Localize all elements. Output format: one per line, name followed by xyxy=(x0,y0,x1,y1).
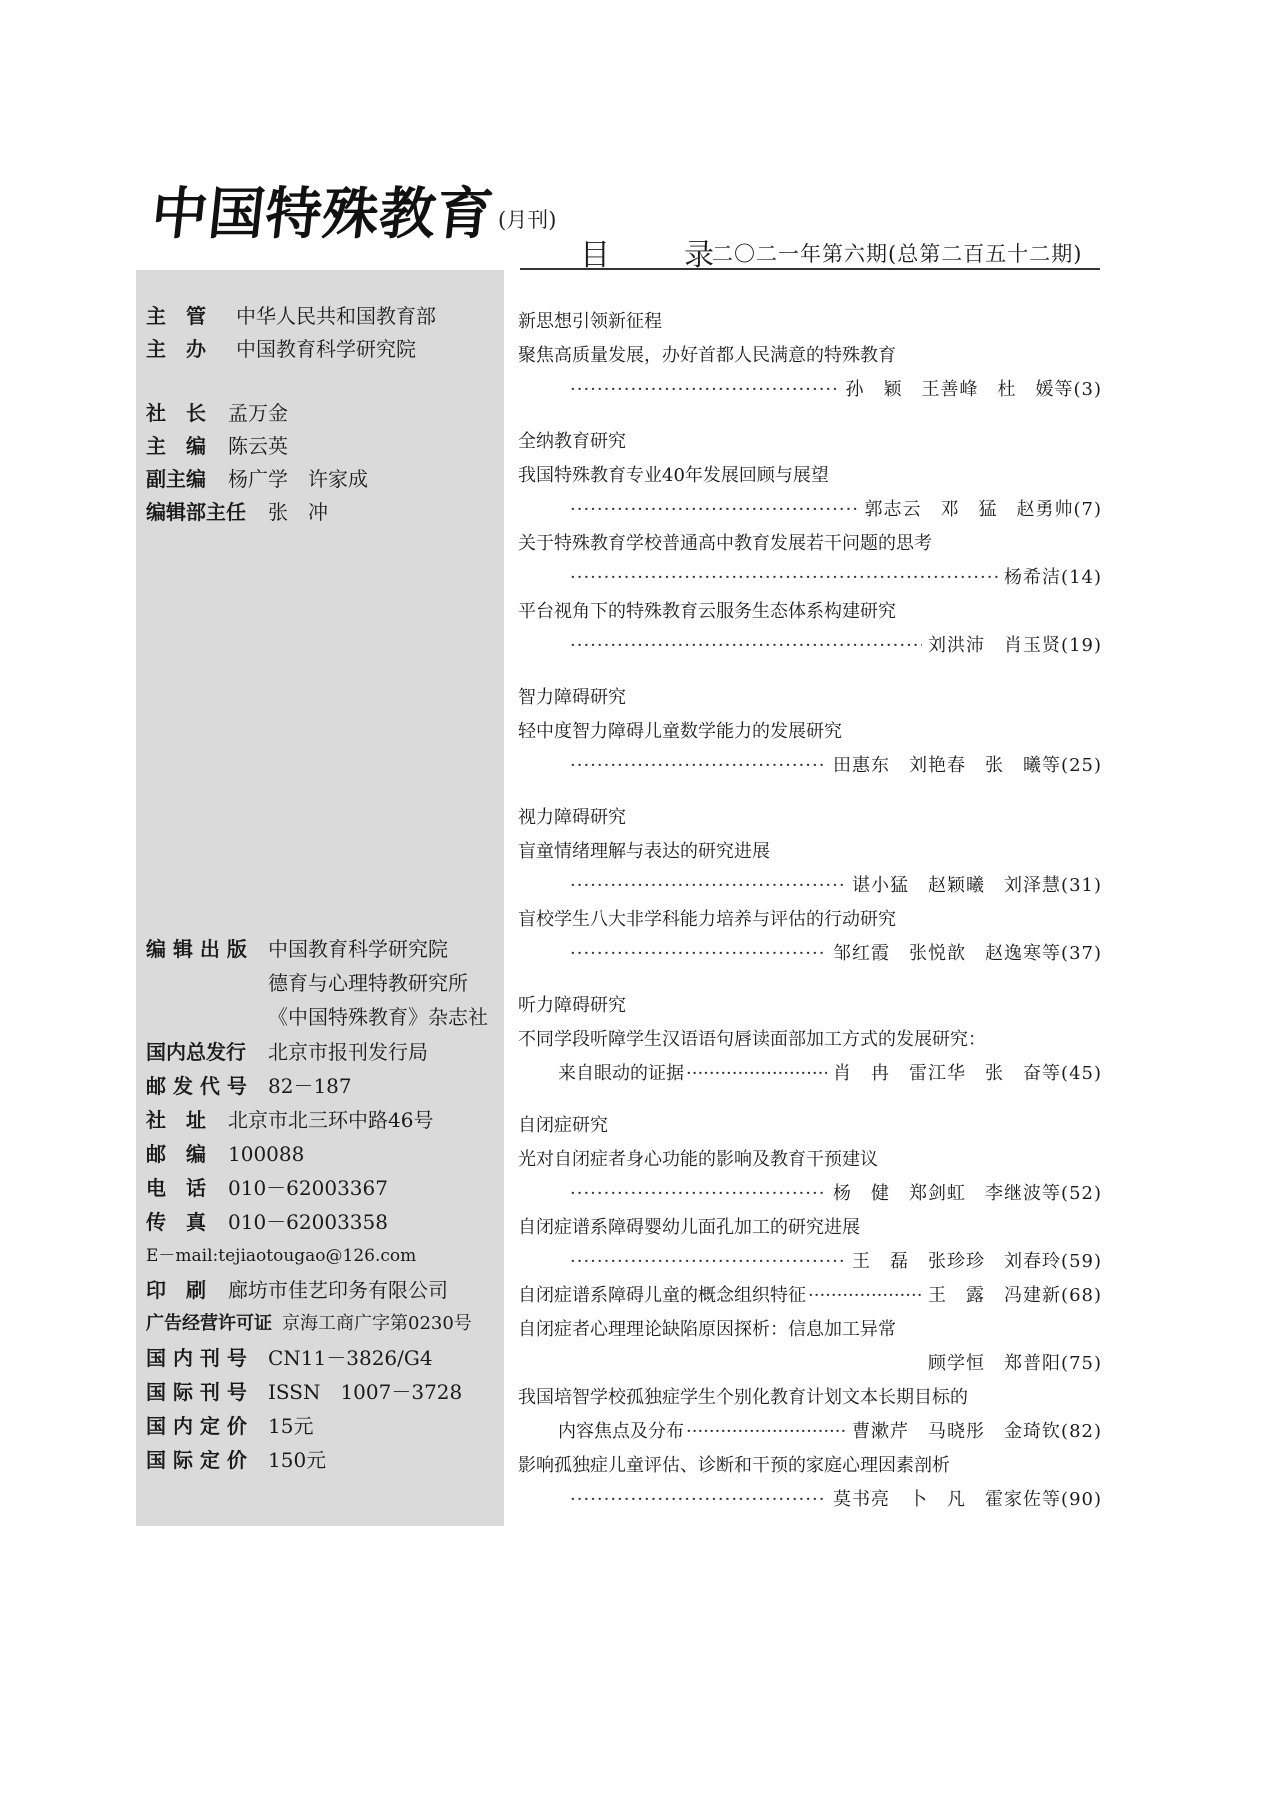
toc-author-row xyxy=(570,498,1102,522)
publisher-line: 德育与心理特教研究所 xyxy=(268,971,468,995)
info-line: 电 话 010－62003367 xyxy=(146,1176,388,1200)
toc-article-title[interactable]: 不同学段听障学生汉语语句唇读面部加工方式的发展研究： xyxy=(518,1029,986,1050)
dot-leader xyxy=(570,874,846,896)
info-line: E－mail:tejiaotougao@126.com xyxy=(146,1243,416,1269)
toc-article-title[interactable]: 盲童情绪理解与表达的研究进展 xyxy=(518,841,770,862)
info-line: 国内总发行 北京市报刊发行局 xyxy=(146,1040,428,1064)
toc-authors-page: 曹漱芹 马晓彤 金琦钦(82) xyxy=(852,1421,1102,1442)
toc-authors-page: 杨希洁(14) xyxy=(1004,567,1102,588)
toc-author-row xyxy=(570,754,1102,778)
info-line: 国 内 定 价 15元 xyxy=(146,1414,314,1438)
editor-line: 编辑部主任 张 冲 xyxy=(146,500,328,524)
dot-leader xyxy=(808,1284,922,1306)
toc-authors-page: 顾学恒 郑普阳(75) xyxy=(928,1353,1102,1374)
toc-article-title[interactable]: 我国培智学校孤独症学生个别化教育计划文本长期目标的 xyxy=(518,1387,968,1408)
info-line: 传 真 010－62003358 xyxy=(146,1210,388,1234)
email-link[interactable]: tejiaotougao@126.com xyxy=(218,1246,417,1266)
toc-author-row xyxy=(570,874,1102,898)
toc-section-heading: 新思想引领新征程 xyxy=(518,311,662,332)
toc-title-continuation: 内容焦点及分布 xyxy=(558,1421,684,1442)
toc-authors-page: 莫书亮 卜 凡 霍家佐等(90) xyxy=(833,1489,1102,1510)
dot-leader xyxy=(570,634,922,656)
toc-author-row xyxy=(570,378,1102,402)
toc-authors-page: 王 磊 张珍珍 刘春玲(59) xyxy=(852,1251,1102,1272)
toc-article-title[interactable]: 影响孤独症儿童评估、诊断和干预的家庭心理因素剖析 xyxy=(518,1455,950,1476)
journal-frequency: (月刊) xyxy=(498,208,557,232)
toc-section-heading: 听力障碍研究 xyxy=(518,995,626,1016)
toc-article-title[interactable]: 聚焦高质量发展，办好首都人民满意的特殊教育 xyxy=(518,345,896,366)
info-line: 邮 发 代 号 82－187 xyxy=(146,1074,352,1098)
info-line: 邮 编 100088 xyxy=(146,1142,305,1166)
toc-article-title[interactable]: 光对自闭症者身心功能的影响及教育干预建议 xyxy=(518,1149,878,1170)
toc-title-continuation: 来自眼动的证据 xyxy=(558,1063,684,1084)
toc-authors-page: 王 露 冯建新(68) xyxy=(928,1285,1102,1306)
journal-title: 中国特殊教育 xyxy=(148,182,497,247)
masthead-info-panel xyxy=(136,270,504,1526)
info-line: 国 内 刊 号 CN11－3826/G4 xyxy=(146,1346,433,1370)
info-line: 社 址 北京市北三环中路46号 xyxy=(146,1108,434,1132)
dot-leader xyxy=(570,378,840,400)
toc-author-row xyxy=(838,1352,1102,1376)
dot-leader xyxy=(570,1250,846,1272)
toc-author-row xyxy=(570,1488,1102,1512)
info-line: 主 办 中国教育科学研究院 xyxy=(146,337,416,361)
dot-leader xyxy=(570,754,827,776)
dot-leader xyxy=(686,1062,827,1084)
editor-line: 副主编 杨广学 许家成 xyxy=(146,467,368,491)
dot-leader xyxy=(570,566,998,588)
toc-author-row xyxy=(558,1062,1102,1086)
dot-leader xyxy=(570,498,859,520)
toc-authors-page: 孙 颖 王善峰 杜 媛等(3) xyxy=(845,379,1102,400)
toc-author-row xyxy=(570,634,1102,658)
toc-author-row xyxy=(570,1182,1102,1206)
info-line: 主 管 中华人民共和国教育部 xyxy=(146,304,436,328)
toc-article-title[interactable]: 自闭症者心理理论缺陷原因探析：信息加工异常 xyxy=(518,1319,896,1340)
toc-author-row xyxy=(570,942,1102,966)
toc-author-row xyxy=(558,1420,1102,1444)
publisher-line: 《中国特殊教育》杂志社 xyxy=(268,1005,488,1029)
info-line: 印 刷 廊坊市佳艺印务有限公司 xyxy=(146,1278,448,1302)
dot-leader xyxy=(570,942,827,964)
toc-article-title[interactable]: 轻中度智力障碍儿童数学能力的发展研究 xyxy=(518,721,842,742)
dot-leader xyxy=(570,1488,827,1510)
toc-authors-page: 刘洪沛 肖玉贤(19) xyxy=(928,635,1102,656)
dot-leader xyxy=(570,1182,827,1204)
toc-section-heading: 智力障碍研究 xyxy=(518,687,626,708)
toc-article-title[interactable]: 盲校学生八大非学科能力培养与评估的行动研究 xyxy=(518,909,896,930)
dot-leader xyxy=(686,1420,846,1442)
info-line: 国 际 刊 号 ISSN 1007－3728 xyxy=(146,1380,463,1404)
toc-heading: 目 录 xyxy=(580,238,736,273)
toc-authors-page: 肖 冉 雷江华 张 奋等(45) xyxy=(833,1063,1102,1084)
toc-section-heading: 自闭症研究 xyxy=(518,1115,608,1136)
toc-authors-page: 邹红霞 张悦歆 赵逸寒等(37) xyxy=(833,943,1102,964)
issue-info: 二〇二一年第六期(总第二百五十二期) xyxy=(712,242,1083,266)
toc-article-title[interactable]: 平台视角下的特殊教育云服务生态体系构建研究 xyxy=(518,601,896,622)
editor-line: 社 长 孟万金 xyxy=(146,401,288,425)
journal-masthead xyxy=(148,170,557,250)
editor-line: 主 编 陈云英 xyxy=(146,434,288,458)
toc-article-row xyxy=(518,1284,1102,1308)
publisher-line: 编 辑 出 版 中国教育科学研究院 xyxy=(146,937,448,961)
toc-authors-page: 谌小猛 赵颖曦 刘泽慧(31) xyxy=(852,875,1102,896)
toc-header xyxy=(520,222,1100,273)
toc-authors-page: 田惠东 刘艳春 张 曦等(25) xyxy=(833,755,1102,776)
toc-authors-page: 郭志云 邓 猛 赵勇帅(7) xyxy=(864,499,1102,520)
info-line: 国 际 定 价 150元 xyxy=(146,1448,327,1472)
toc-article-title[interactable]: 自闭症谱系障碍婴幼儿面孔加工的研究进展 xyxy=(518,1217,860,1238)
toc-authors-page: 杨 健 郑剑虹 李继波等(52) xyxy=(833,1183,1102,1204)
toc-article-title[interactable]: 关于特殊教育学校普通高中教育发展若干问题的思考 xyxy=(518,533,932,554)
toc-author-row xyxy=(570,1250,1102,1274)
toc-section-heading: 全纳教育研究 xyxy=(518,431,626,452)
toc-section-heading: 视力障碍研究 xyxy=(518,807,626,828)
info-line: 广告经营许可证 京海工商广字第0230号 xyxy=(146,1313,472,1334)
toc-author-row xyxy=(570,566,1102,590)
toc-article-title[interactable]: 我国特殊教育专业40年发展回顾与展望 xyxy=(518,465,829,486)
toc-article-title[interactable]: 自闭症谱系障碍儿童的概念组织特征 xyxy=(518,1285,806,1306)
